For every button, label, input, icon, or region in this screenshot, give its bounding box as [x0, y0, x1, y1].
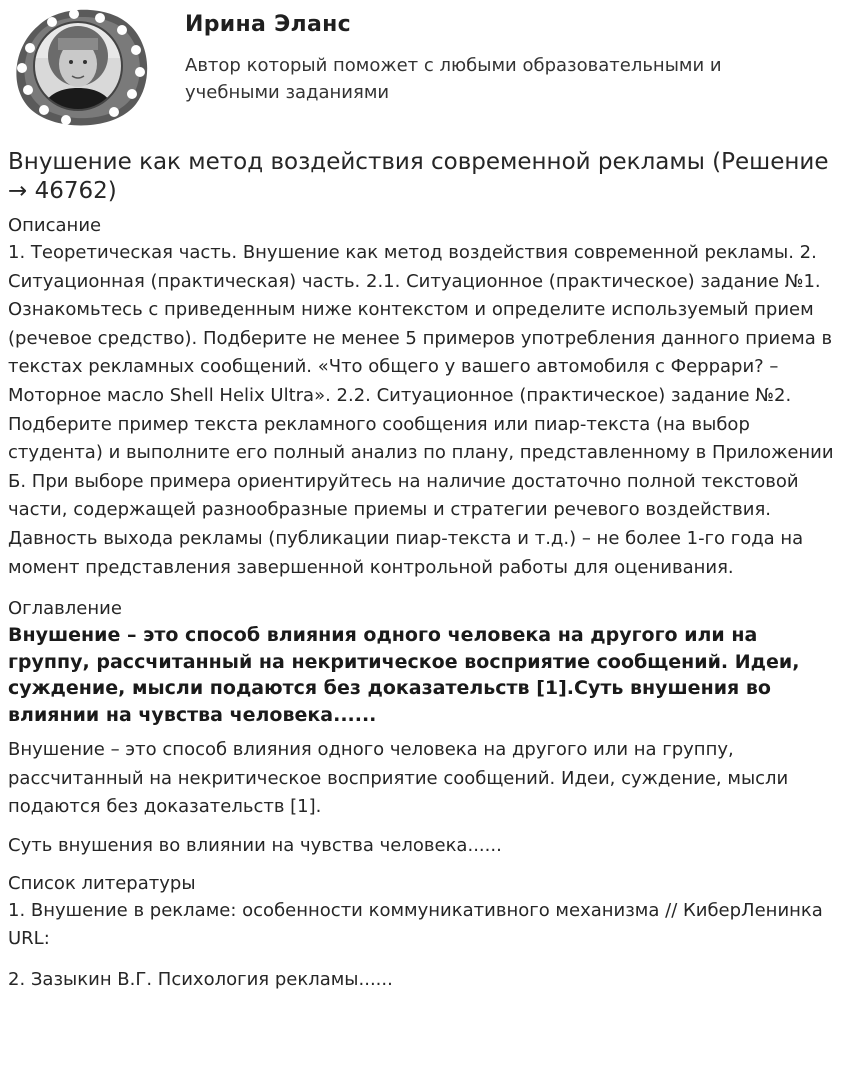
description-text: 1. Теоретическая часть. Внушение как метод воздействия современной рекламы. 2. Ситуационная (практическая) часть. 2.1. Ситуационное (практическое) задание №1. Ознакомьтесь с приведенным ниже контекстом и определите используемый прием (речевое средство). Подберите не менее 5 примеров употребления данного приема в текстах рекламных сообщений. «Что общего у вашего автомобиля с Феррари? – Моторное масло Shell Helix Ultra». 2.2. Ситуационное (практическое) задание №2. Подберите пример текста рекламного сообщения или пиар-текста (на выбор студента) и выполните его полный анализ по плану, представленному в Приложении Б. При выборе примера ориентируйтесь на наличие достаточно полной текстовой части, содержащей разнообразные приемы и стратегии речевого воздействия. Давность выхода рекламы (публикации пиар-текста и т.д.) – не более 1-го года на момент представления завершенной контрольной работы для оценивания. [8, 242, 834, 578]
description-label: Описание [8, 215, 102, 236]
author-name: Ирина Эланс [185, 12, 351, 37]
author-bio: Автор который поможет с любыми образовательными и учебными заданиями [185, 55, 722, 103]
author-header [8, 8, 839, 128]
toc-paragraph-1: Внушение – это способ влияния одного человека на другого или на группу, рассчитанный на некритическое восприятие сообщений. Идеи, суждение, мысли подаются без доказательств [1]. [8, 739, 789, 818]
toc-bold-summary: Внушение – это способ влияния одного человека на другого или на группу, рассчитанный на некритическое восприятие сообщений. Идеи, суждение, мысли подаются без доказательств [1].Суть внушения во влиянии на чувства человека...... [8, 624, 800, 726]
literature-item-2: 2. Зазыкин В.Г. Психология рекламы...... [8, 968, 393, 990]
literature-label: Список литературы [8, 872, 196, 894]
document-content [8, 148, 841, 994]
document-title: Внушение как метод воздействия современной рекламы (Решение → 46762) [8, 149, 829, 204]
toc-label: Оглавление [8, 598, 122, 620]
literature-item-1: 1. Внушение в рекламе: особенности коммуникативного механизма // КиберЛенинка URL: [8, 899, 823, 950]
toc-paragraph-2: Суть внушения во влиянии на чувства человека...... [8, 834, 502, 856]
author-avatar-icon [8, 8, 150, 126]
